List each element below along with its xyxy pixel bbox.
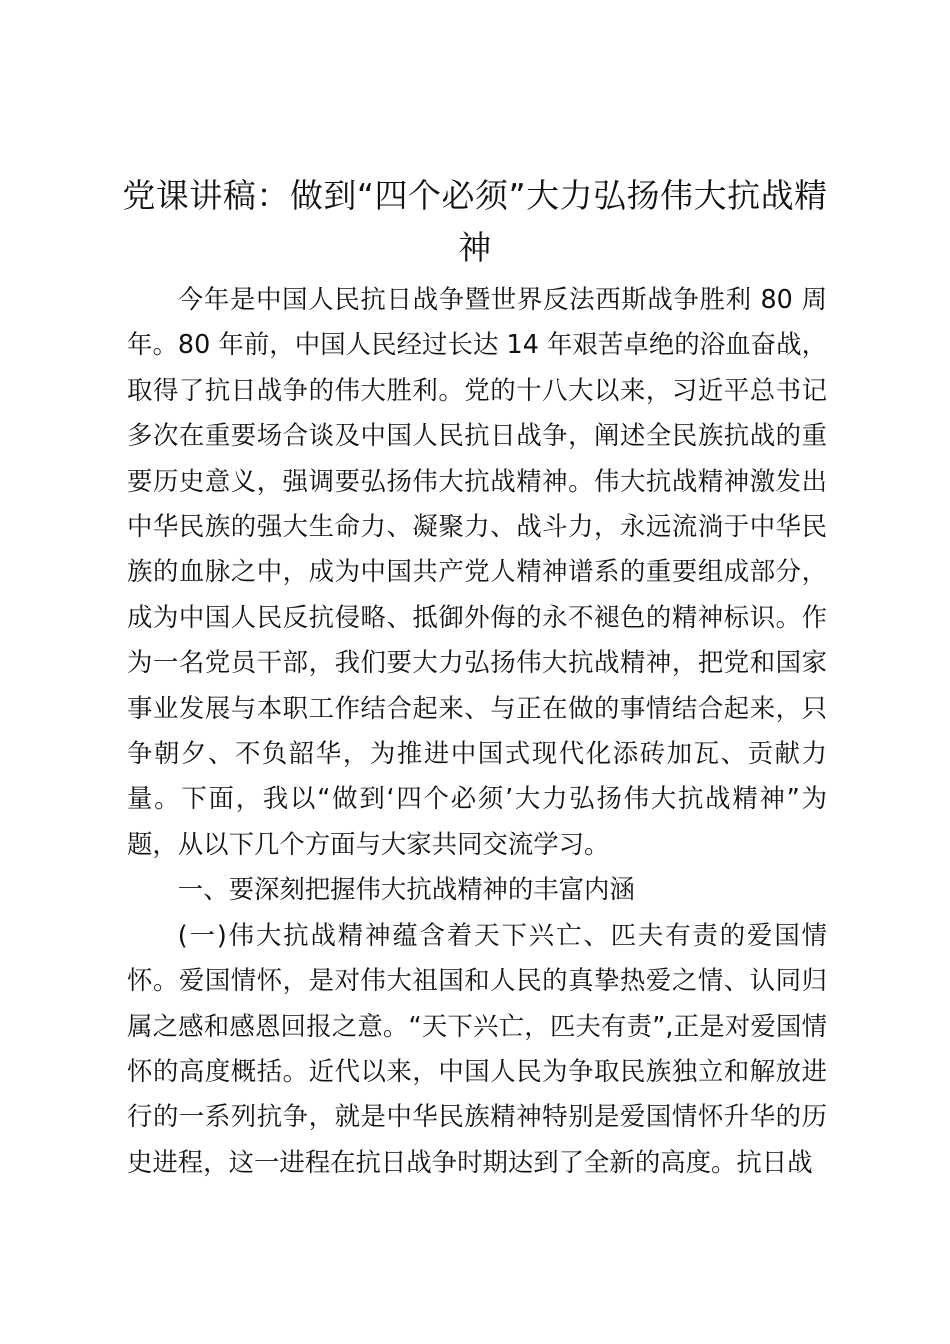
section-heading-1: 一、要深刻把握伟大抗战精神的丰富内涵 <box>177 874 635 905</box>
paragraph-subsection-1: (一)伟大抗战精神蕴含着天下兴亡、匹夫有责的爱国情怀。爱国情怀，是对伟大祖国和人民的真挚热爱之情、认同归属之感和感恩回报之意。“天下兴亡，匹夫有责”,正是对爱国情怀的高度概括。近代以来，中国人民为争取民族独立和解放进行的一系列抗争，就是中华民族精神特别是爱国情怀升华的历史进程，这一进程在抗日战争时期达到了全新的高度。抗日战 <box>127 919 827 1177</box>
paragraph-intro: 今年是中国人民抗日战争暨世界反法西斯战争胜利 80 周年。80 年前，中国人民经过长达 14 年艰苦卓绝的浴血奋战，取得了抗日战争的伟大胜利。党的十八大以来，习近平总书记多次在重要场合谈及中国人民抗日战争，阐述全民族抗战的重要历史意义，强调要弘扬伟大抗战精神。伟大抗战精神激发出中华民族的强大生命力、凝聚力、战斗力，永远流淌于中华民族的血脉之中，成为中国共产党人精神谱系的重要组成部分，成为中国人民反抗侵略、抵御外侮的永不褪色的精神标识。作为一名党员干部，我们要大力弘扬伟大抗战精神，把党和国家事业发展与本职工作结合起来、与正在做的事情结合起来，只争朝夕、不负韶华，为推进中国式现代化添砖加瓦、贡献力量。下面，我以“做到‘四个必须’大力弘扬伟大抗战精神”为题，从以下几个方面与大家共同交流学习。 <box>127 284 827 859</box>
document-body <box>127 277 827 1185</box>
document-title: 党课讲稿：做到“四个必须”大力弘扬伟大抗战精神 <box>122 176 828 267</box>
